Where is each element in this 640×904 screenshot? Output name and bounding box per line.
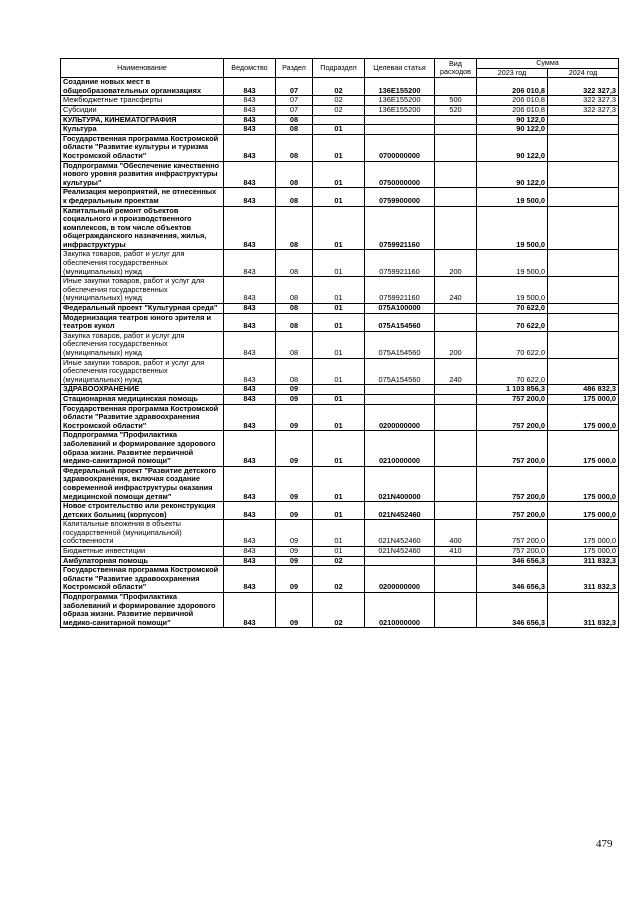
table-row — [61, 431, 619, 466]
cell-target-article: 0700000000 — [365, 134, 435, 161]
cell-podrazdel: 01 — [313, 188, 365, 206]
cell-expense-type: 520 — [435, 105, 477, 115]
cell-expense-type — [435, 161, 477, 188]
cell-podrazdel: 01 — [313, 520, 365, 547]
cell-expense-type: 200 — [435, 250, 477, 277]
header-summa: Сумма — [477, 59, 619, 69]
cell-target-article: 021N452460 — [365, 547, 435, 557]
cell-sum-2024 — [548, 188, 619, 206]
cell-razdel: 08 — [276, 188, 313, 206]
cell-expense-type: 400 — [435, 520, 477, 547]
cell-vedomstvo: 843 — [224, 134, 276, 161]
cell-razdel: 08 — [276, 134, 313, 161]
header-name: Наименование — [61, 59, 224, 78]
cell-name: Капитальный ремонт объектов социального и производственного комплексов, в том числе объектов общегражданского назначения, жилья, инфраструктуры — [61, 206, 224, 250]
cell-expense-type — [435, 188, 477, 206]
cell-target-article: 0759900000 — [365, 188, 435, 206]
cell-name: Подпрограмма "Профилактика заболеваний и формирование здорового образа жизни. Развитие первичной медико-санитарной помощи" — [61, 593, 224, 628]
cell-podrazdel: 01 — [313, 250, 365, 277]
cell-sum-2024: 175 000,0 — [548, 394, 619, 404]
cell-vedomstvo: 843 — [224, 161, 276, 188]
cell-podrazdel: 01 — [313, 358, 365, 385]
cell-vedomstvo: 843 — [224, 358, 276, 385]
cell-target-article: 0759921160 — [365, 277, 435, 304]
cell-sum-2024: 322 327,3 — [548, 96, 619, 106]
cell-sum-2023: 19 500,0 — [477, 277, 548, 304]
cell-podrazdel — [313, 115, 365, 125]
cell-vedomstvo: 843 — [224, 115, 276, 125]
cell-expense-type — [435, 404, 477, 431]
cell-sum-2023: 757 200,0 — [477, 431, 548, 466]
cell-podrazdel: 01 — [313, 431, 365, 466]
cell-target-article — [365, 115, 435, 125]
cell-razdel: 09 — [276, 466, 313, 501]
table-row — [61, 385, 619, 395]
cell-razdel: 09 — [276, 566, 313, 593]
cell-razdel: 09 — [276, 502, 313, 520]
cell-name: Государственная программа Костромской области "Развитие здравоохранения Костромской области" — [61, 404, 224, 431]
cell-podrazdel: 01 — [313, 277, 365, 304]
cell-sum-2023: 1 103 856,3 — [477, 385, 548, 395]
cell-target-article: 075A154560 — [365, 313, 435, 331]
table-row — [61, 134, 619, 161]
cell-sum-2024: 311 832,3 — [548, 566, 619, 593]
cell-name: Закупка товаров, работ и услуг для обеспечения государственных (муниципальных) нужд — [61, 250, 224, 277]
cell-name: Подпрограмма "Обеспечение качественно нового уровня развития инфраструктуры культуры" — [61, 161, 224, 188]
cell-sum-2023: 757 200,0 — [477, 520, 548, 547]
cell-sum-2023: 206 010,8 — [477, 78, 548, 96]
cell-sum-2024 — [548, 206, 619, 250]
cell-target-article: 075A154560 — [365, 358, 435, 385]
cell-expense-type — [435, 125, 477, 135]
cell-target-article — [365, 125, 435, 135]
cell-target-article: 021N400000 — [365, 466, 435, 501]
header-year-2024: 2024 год — [548, 68, 619, 78]
cell-razdel: 09 — [276, 431, 313, 466]
cell-sum-2024: 311 832,3 — [548, 593, 619, 628]
cell-sum-2023: 19 500,0 — [477, 206, 548, 250]
cell-name: Закупка товаров, работ и услуг для обеспечения государственных (муниципальных) нужд — [61, 331, 224, 358]
cell-razdel: 09 — [276, 593, 313, 628]
cell-podrazdel: 01 — [313, 161, 365, 188]
cell-expense-type: 240 — [435, 358, 477, 385]
cell-target-article: 075A100000 — [365, 304, 435, 314]
cell-expense-type: 240 — [435, 277, 477, 304]
cell-podrazdel: 01 — [313, 304, 365, 314]
cell-target-article: 136E155200 — [365, 96, 435, 106]
cell-sum-2023: 90 122,0 — [477, 115, 548, 125]
table-row — [61, 304, 619, 314]
cell-razdel: 07 — [276, 78, 313, 96]
cell-podrazdel: 02 — [313, 96, 365, 106]
cell-razdel: 09 — [276, 547, 313, 557]
cell-podrazdel: 02 — [313, 566, 365, 593]
cell-name: Иные закупки товаров, работ и услуг для обеспечения государственных (муниципальных) нужд — [61, 358, 224, 385]
cell-podrazdel: 02 — [313, 556, 365, 566]
table-row — [61, 358, 619, 385]
cell-sum-2023: 70 622,0 — [477, 313, 548, 331]
cell-target-article: 0750000000 — [365, 161, 435, 188]
cell-razdel: 08 — [276, 358, 313, 385]
cell-expense-type — [435, 313, 477, 331]
cell-sum-2024 — [548, 277, 619, 304]
cell-name: Амбулаторная помощь — [61, 556, 224, 566]
cell-sum-2024 — [548, 331, 619, 358]
cell-vedomstvo: 843 — [224, 304, 276, 314]
cell-vedomstvo: 843 — [224, 331, 276, 358]
cell-sum-2023: 757 200,0 — [477, 394, 548, 404]
cell-sum-2024: 175 000,0 — [548, 547, 619, 557]
cell-podrazdel: 01 — [313, 466, 365, 501]
cell-razdel: 08 — [276, 206, 313, 250]
cell-vedomstvo: 843 — [224, 277, 276, 304]
cell-expense-type — [435, 206, 477, 250]
header-year-2023: 2023 год — [477, 68, 548, 78]
cell-sum-2024 — [548, 304, 619, 314]
cell-vedomstvo: 843 — [224, 520, 276, 547]
cell-target-article: 0200000000 — [365, 404, 435, 431]
cell-sum-2023: 90 122,0 — [477, 125, 548, 135]
cell-razdel: 08 — [276, 331, 313, 358]
cell-expense-type — [435, 502, 477, 520]
cell-razdel: 08 — [276, 125, 313, 135]
cell-sum-2024 — [548, 161, 619, 188]
cell-expense-type — [435, 115, 477, 125]
cell-sum-2024: 175 000,0 — [548, 520, 619, 547]
cell-name: Стационарная медицинская помощь — [61, 394, 224, 404]
cell-expense-type: 500 — [435, 96, 477, 106]
table-row — [61, 161, 619, 188]
cell-podrazdel: 01 — [313, 125, 365, 135]
cell-expense-type — [435, 78, 477, 96]
table-row — [61, 105, 619, 115]
cell-target-article: 0759921160 — [365, 206, 435, 250]
cell-target-article: 021N452460 — [365, 520, 435, 547]
table-row — [61, 566, 619, 593]
cell-vedomstvo: 843 — [224, 431, 276, 466]
cell-podrazdel: 01 — [313, 394, 365, 404]
cell-name: Реализация мероприятий, не отнесенных к федеральным проектам — [61, 188, 224, 206]
table-row — [61, 404, 619, 431]
cell-razdel: 09 — [276, 520, 313, 547]
cell-vedomstvo: 843 — [224, 593, 276, 628]
cell-podrazdel: 01 — [313, 331, 365, 358]
cell-name: Межбюджетные трансферты — [61, 96, 224, 106]
cell-sum-2023: 346 656,3 — [477, 593, 548, 628]
cell-razdel: 09 — [276, 404, 313, 431]
cell-vedomstvo: 843 — [224, 96, 276, 106]
cell-target-article — [365, 394, 435, 404]
cell-name: КУЛЬТУРА, КИНЕМАТОГРАФИЯ — [61, 115, 224, 125]
cell-target-article: 136E155200 — [365, 105, 435, 115]
table-row — [61, 188, 619, 206]
table-row — [61, 125, 619, 135]
cell-vedomstvo: 843 — [224, 206, 276, 250]
cell-expense-type — [435, 593, 477, 628]
cell-sum-2024: 322 327,3 — [548, 78, 619, 96]
cell-sum-2024: 311 832,3 — [548, 556, 619, 566]
cell-vedomstvo: 843 — [224, 466, 276, 501]
cell-sum-2024 — [548, 313, 619, 331]
cell-podrazdel — [313, 385, 365, 395]
cell-sum-2023: 346 656,3 — [477, 556, 548, 566]
cell-sum-2023: 19 500,0 — [477, 188, 548, 206]
cell-vedomstvo: 843 — [224, 404, 276, 431]
cell-razdel: 08 — [276, 161, 313, 188]
cell-name: Субсидии — [61, 105, 224, 115]
cell-podrazdel: 02 — [313, 593, 365, 628]
cell-expense-type — [435, 134, 477, 161]
cell-name: Бюджетные инвестиции — [61, 547, 224, 557]
cell-expense-type — [435, 466, 477, 501]
header-target-article: Целевая статья — [365, 59, 435, 78]
cell-podrazdel: 01 — [313, 404, 365, 431]
cell-name: Капитальные вложения в объекты государственной (муниципальной) собственности — [61, 520, 224, 547]
cell-name: Новое строительство или реконструкция детских больниц (корпусов) — [61, 502, 224, 520]
cell-sum-2023: 757 200,0 — [477, 404, 548, 431]
header-expense-type: Вид расходов — [435, 59, 477, 78]
cell-target-article: 0759921160 — [365, 250, 435, 277]
cell-name: ЗДРАВООХРАНЕНИЕ — [61, 385, 224, 395]
cell-sum-2023: 70 622,0 — [477, 331, 548, 358]
cell-razdel: 08 — [276, 304, 313, 314]
table-row — [61, 250, 619, 277]
cell-vedomstvo: 843 — [224, 250, 276, 277]
cell-name: Иные закупки товаров, работ и услуг для обеспечения государственных (муниципальных) нужд — [61, 277, 224, 304]
cell-vedomstvo: 843 — [224, 547, 276, 557]
cell-expense-type — [435, 566, 477, 593]
cell-name: Модернизация театров юного зрителя и театров кукол — [61, 313, 224, 331]
cell-sum-2024: 175 000,0 — [548, 466, 619, 501]
table-row — [61, 331, 619, 358]
cell-sum-2024 — [548, 125, 619, 135]
cell-vedomstvo: 843 — [224, 105, 276, 115]
cell-razdel: 08 — [276, 313, 313, 331]
cell-name: Федеральный проект "Развитие детского здравоохранения, включая создание современной инфраструктуры оказания медицинской помощи детям" — [61, 466, 224, 501]
cell-sum-2024 — [548, 358, 619, 385]
cell-podrazdel: 01 — [313, 206, 365, 250]
cell-vedomstvo: 843 — [224, 385, 276, 395]
page-number: 479 — [596, 838, 613, 850]
budget-table — [60, 58, 619, 628]
table-row — [61, 394, 619, 404]
header-vedomstvo: Ведомство — [224, 59, 276, 78]
cell-sum-2024: 175 000,0 — [548, 404, 619, 431]
cell-sum-2023: 90 122,0 — [477, 134, 548, 161]
cell-razdel: 08 — [276, 115, 313, 125]
cell-target-article: 021N452460 — [365, 502, 435, 520]
table-row — [61, 206, 619, 250]
cell-razdel: 09 — [276, 394, 313, 404]
cell-podrazdel: 01 — [313, 134, 365, 161]
cell-sum-2024: 486 832,3 — [548, 385, 619, 395]
cell-name: Государственная программа Костромской области "Развитие здравоохранения Костромской области" — [61, 566, 224, 593]
table-row — [61, 277, 619, 304]
cell-expense-type: 410 — [435, 547, 477, 557]
cell-expense-type — [435, 556, 477, 566]
cell-podrazdel: 01 — [313, 547, 365, 557]
cell-target-article: 0210000000 — [365, 431, 435, 466]
cell-expense-type: 200 — [435, 331, 477, 358]
table-header-row — [61, 59, 619, 69]
table-row — [61, 547, 619, 557]
cell-razdel: 08 — [276, 250, 313, 277]
cell-sum-2024 — [548, 134, 619, 161]
cell-podrazdel: 01 — [313, 502, 365, 520]
cell-razdel: 07 — [276, 105, 313, 115]
cell-razdel: 09 — [276, 556, 313, 566]
table-row — [61, 520, 619, 547]
cell-vedomstvo: 843 — [224, 502, 276, 520]
cell-razdel: 09 — [276, 385, 313, 395]
cell-expense-type — [435, 304, 477, 314]
cell-sum-2023: 346 656,3 — [477, 566, 548, 593]
cell-name: Подпрограмма "Профилактика заболеваний и формирование здорового образа жизни. Развитие первичной медико-санитарной помощи" — [61, 431, 224, 466]
cell-name: Федеральный проект "Культурная среда" — [61, 304, 224, 314]
cell-expense-type — [435, 431, 477, 466]
cell-vedomstvo: 843 — [224, 125, 276, 135]
table-row — [61, 502, 619, 520]
cell-sum-2023: 757 200,0 — [477, 502, 548, 520]
cell-target-article: 075A154560 — [365, 331, 435, 358]
cell-target-article — [365, 385, 435, 395]
cell-sum-2023: 19 500,0 — [477, 250, 548, 277]
cell-vedomstvo: 843 — [224, 566, 276, 593]
table-row — [61, 556, 619, 566]
cell-name: Государственная программа Костромской области "Развитие культуры и туризма Костромской области" — [61, 134, 224, 161]
cell-sum-2023: 757 200,0 — [477, 466, 548, 501]
cell-sum-2023: 90 122,0 — [477, 161, 548, 188]
header-podrazdel: Подраздел — [313, 59, 365, 78]
cell-target-article: 0210000000 — [365, 593, 435, 628]
cell-target-article: 0200000000 — [365, 566, 435, 593]
cell-target-article: 136E155200 — [365, 78, 435, 96]
cell-sum-2024 — [548, 250, 619, 277]
cell-vedomstvo: 843 — [224, 313, 276, 331]
cell-podrazdel: 01 — [313, 313, 365, 331]
cell-sum-2023: 70 622,0 — [477, 358, 548, 385]
cell-sum-2024: 322 327,3 — [548, 105, 619, 115]
cell-vedomstvo: 843 — [224, 188, 276, 206]
cell-sum-2024: 175 000,0 — [548, 431, 619, 466]
cell-sum-2023: 206 010,8 — [477, 96, 548, 106]
cell-razdel: 08 — [276, 277, 313, 304]
table-row — [61, 115, 619, 125]
cell-name: Создание новых мест в общеобразовательных организациях — [61, 78, 224, 96]
cell-razdel: 07 — [276, 96, 313, 106]
cell-podrazdel: 02 — [313, 105, 365, 115]
table-row — [61, 313, 619, 331]
cell-expense-type — [435, 394, 477, 404]
cell-vedomstvo: 843 — [224, 78, 276, 96]
cell-target-article — [365, 556, 435, 566]
cell-podrazdel: 02 — [313, 78, 365, 96]
cell-sum-2024 — [548, 115, 619, 125]
cell-expense-type — [435, 385, 477, 395]
cell-sum-2023: 757 200,0 — [477, 547, 548, 557]
table-row — [61, 466, 619, 501]
cell-vedomstvo: 843 — [224, 556, 276, 566]
table-row — [61, 78, 619, 96]
cell-vedomstvo: 843 — [224, 394, 276, 404]
cell-name: Культура — [61, 125, 224, 135]
header-razdel: Раздел — [276, 59, 313, 78]
table-row — [61, 593, 619, 628]
cell-sum-2023: 70 622,0 — [477, 304, 548, 314]
cell-sum-2024: 175 000,0 — [548, 502, 619, 520]
cell-sum-2023: 206 010,8 — [477, 105, 548, 115]
table-row — [61, 96, 619, 106]
